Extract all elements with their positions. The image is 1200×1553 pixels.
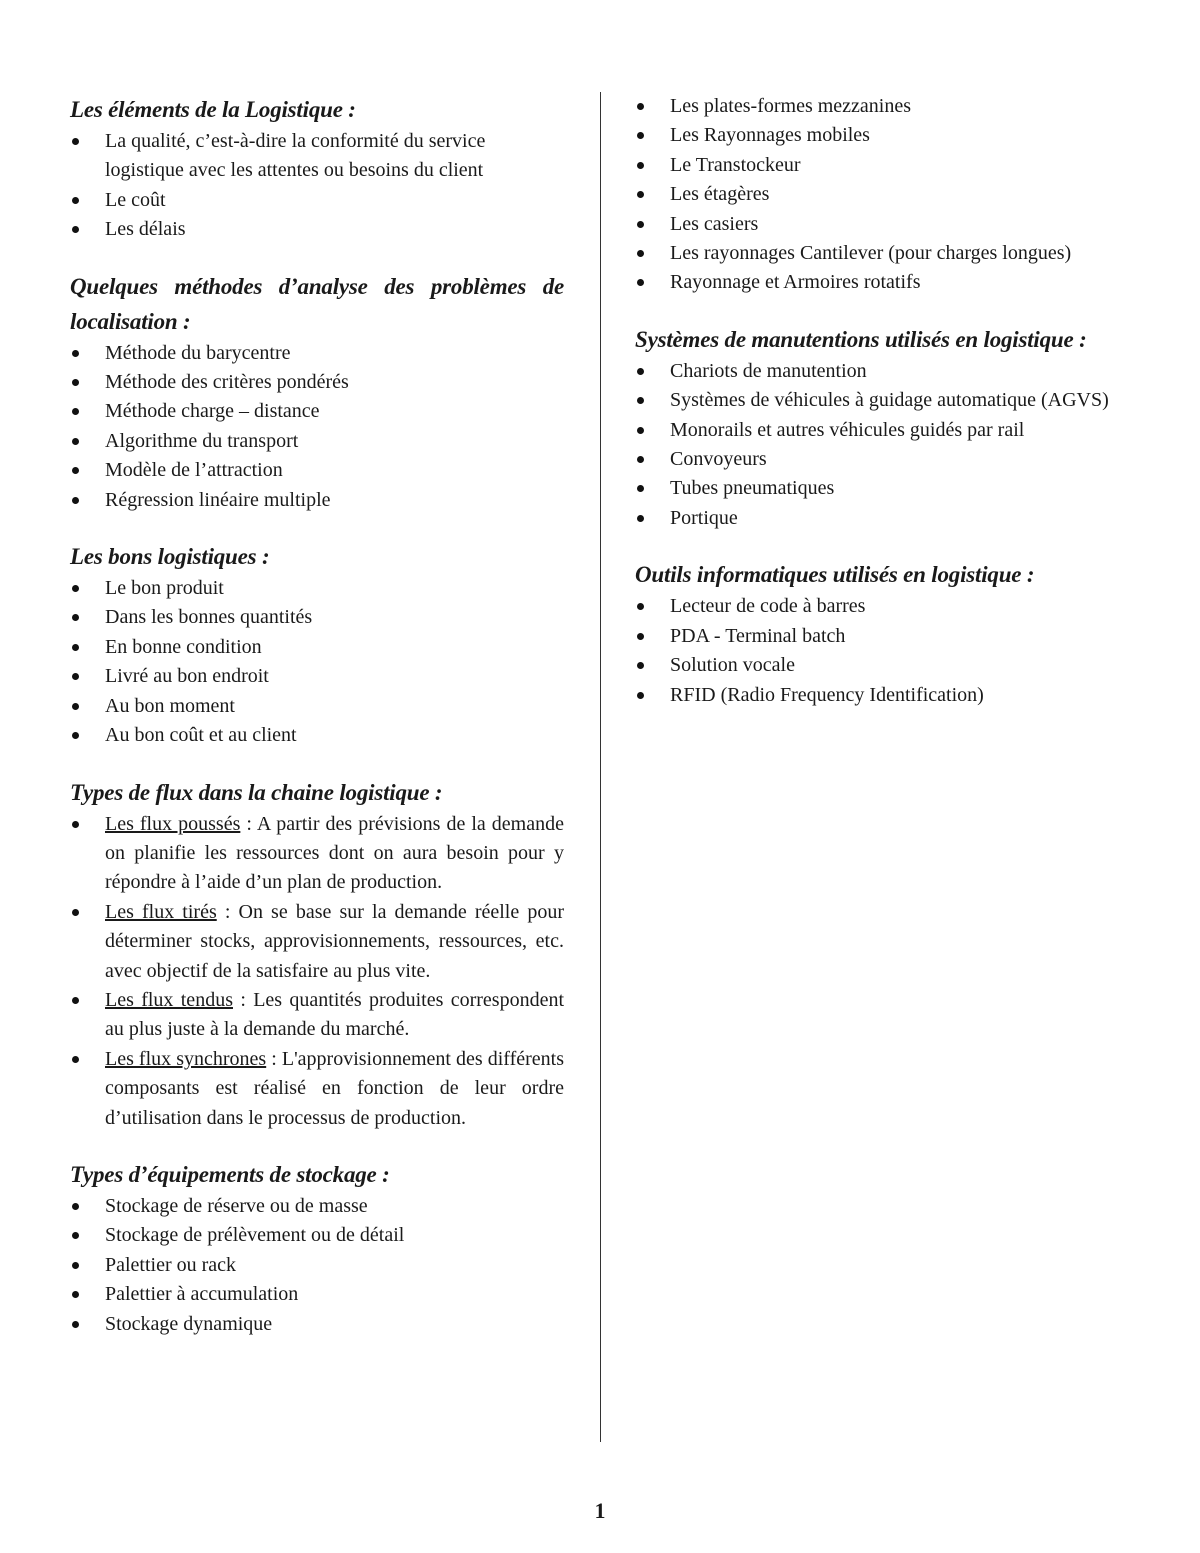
list-item: Les Rayonnages mobiles xyxy=(635,121,1135,150)
list-item: Stockage de prélèvement ou de détail xyxy=(70,1221,564,1250)
list-item: Régression linéaire multiple xyxy=(70,486,564,515)
section-flow-types xyxy=(70,775,564,1133)
list-item: Chariots de manutention xyxy=(635,357,1135,386)
section-heading: Types d’équipements de stockage : xyxy=(70,1161,390,1187)
bullet-list xyxy=(70,339,564,515)
list-item xyxy=(70,1045,564,1133)
bullet-list xyxy=(635,357,1135,533)
list-item: Stockage de réserve ou de masse xyxy=(70,1192,564,1221)
section-heading: Quelques méthodes d’analyse des problèmes de localisation : xyxy=(70,273,564,334)
section-heading: Les éléments de la Logistique : xyxy=(70,97,356,122)
bullet-list xyxy=(635,92,1135,298)
list-item: Méthode du barycentre xyxy=(70,339,564,368)
list-item: RFID (Radio Frequency Identification) xyxy=(635,681,1135,710)
flow-term: Les flux tirés xyxy=(105,900,217,923)
list-item: Au bon coût et au client xyxy=(70,721,564,750)
list-item: Le coût xyxy=(70,186,564,215)
section-heading: Systèmes de manutentions utilisés en logistique : xyxy=(635,326,1087,352)
list-item: Au bon moment xyxy=(70,692,564,721)
list-item: Méthode des critères pondérés xyxy=(70,368,564,397)
list-item: Tubes pneumatiques xyxy=(635,474,1135,503)
bullet-list xyxy=(70,127,564,245)
list-item: Stockage dynamique xyxy=(70,1310,564,1339)
list-item: Les casiers xyxy=(635,210,1135,239)
list-item: Palettier ou rack xyxy=(70,1251,564,1280)
list-item: Systèmes de véhicules à guidage automatique (AGVS) xyxy=(635,386,1135,415)
list-item xyxy=(70,986,564,1045)
bullet-list xyxy=(70,1192,564,1339)
list-item: Les plates-formes mezzanines xyxy=(635,92,1135,121)
flow-term: Les flux synchrones xyxy=(105,1047,267,1070)
list-item: Livré au bon endroit xyxy=(70,662,564,691)
list-item: Lecteur de code à barres xyxy=(635,592,1135,621)
section-heading: Les bons logistiques : xyxy=(70,544,270,570)
flow-description: : A partir des prévisions de la demande on planifie les ressources dont on aura besoin pour y répondre à l’aide d’un plan de production. xyxy=(105,812,564,894)
list-item: Rayonnage et Armoires rotatifs xyxy=(635,268,1135,297)
list-item xyxy=(70,810,564,898)
column-divider xyxy=(600,92,601,1442)
list-item: Solution vocale xyxy=(635,651,1135,680)
list-item: Les délais xyxy=(70,215,564,244)
list-item: Méthode charge – distance xyxy=(70,397,564,426)
flow-term: Les flux tendus xyxy=(105,988,233,1011)
list-item: La qualité, c’est-à-dire la conformité du service logistique avec les attentes ou besoins du client xyxy=(70,127,564,186)
section-localization-methods xyxy=(70,269,564,515)
list-item: Monorails et autres véhicules guidés par rail xyxy=(635,416,1135,445)
flow-description: : L'approvisionnement des différents composants est réalisé en fonction de leur ordre d’utilisation dans le processus de production. xyxy=(105,1047,565,1129)
list-item: Le Transtockeur xyxy=(635,151,1135,180)
bullet-list xyxy=(70,574,564,750)
list-item: Le bon produit xyxy=(70,574,564,603)
section-storage-equipment xyxy=(70,1157,564,1339)
right-column xyxy=(635,92,1135,734)
page-number: 1 xyxy=(594,1498,606,1523)
left-column xyxy=(70,92,564,1363)
list-item: Les étagères xyxy=(635,180,1135,209)
list-item: En bonne condition xyxy=(70,633,564,662)
section-heading: Outils informatiques utilisés en logistique : xyxy=(635,562,1035,588)
flow-description: : Les quantités produites correspondent au plus juste à la demande du marché. xyxy=(105,988,565,1041)
list-item: Dans les bonnes quantités xyxy=(70,603,564,632)
bullet-list xyxy=(70,810,564,1133)
bullet-list xyxy=(635,592,1135,710)
section-storage-equipment-continued xyxy=(635,92,1135,298)
section-good-logistics xyxy=(70,539,564,750)
list-item: Portique xyxy=(635,504,1135,533)
list-item: Palettier à accumulation xyxy=(70,1280,564,1309)
list-item: PDA - Terminal batch xyxy=(635,622,1135,651)
flow-term: Les flux poussés xyxy=(105,812,241,835)
section-it-tools xyxy=(635,557,1135,710)
section-handling-systems xyxy=(635,322,1135,533)
list-item: Modèle de l’attraction xyxy=(70,456,564,485)
flow-description: : On se base sur la demande réelle pour déterminer stocks, approvisionnements, ressources, etc. avec objectif de la satisfaire au plus vite. xyxy=(105,900,565,982)
list-item xyxy=(70,898,564,986)
section-heading: Types de flux dans la chaine logistique : xyxy=(70,779,443,805)
list-item: Les rayonnages Cantilever (pour charges longues) xyxy=(635,239,1135,268)
list-item: Algorithme du transport xyxy=(70,427,564,456)
list-item: Convoyeurs xyxy=(635,445,1135,474)
section-logistics-elements xyxy=(70,92,564,245)
